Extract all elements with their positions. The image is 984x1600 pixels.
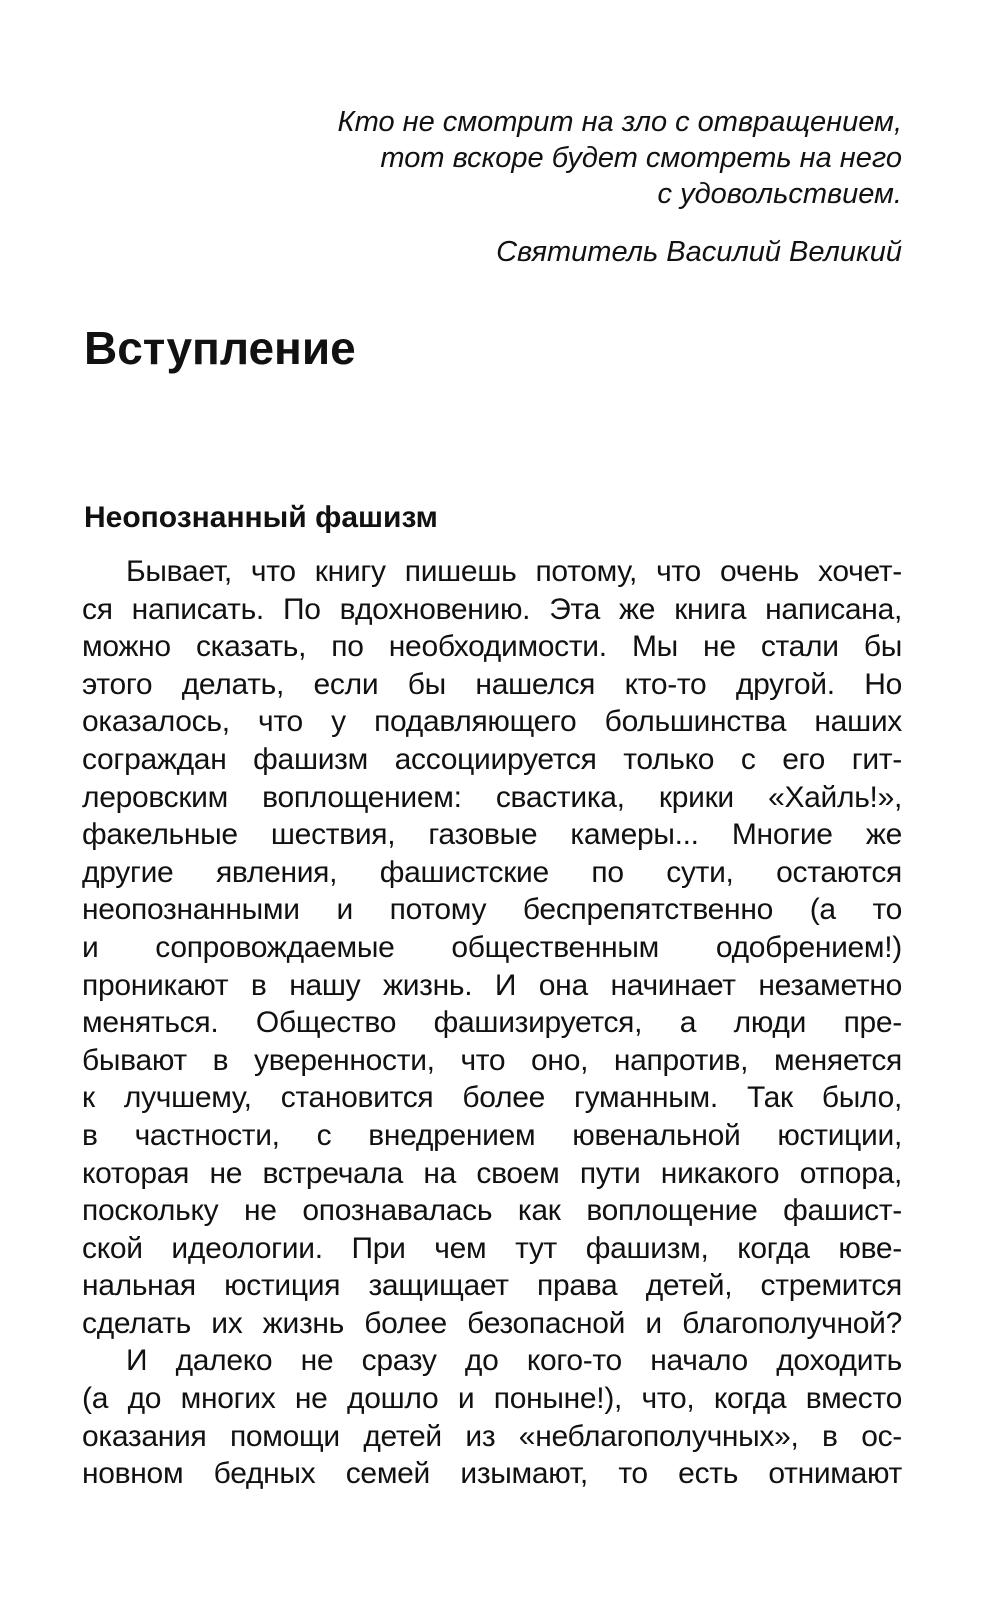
text-line: и сопровождаемые общественным одобрением!): [82, 930, 902, 964]
paragraph: [82, 553, 902, 1342]
epigraph: [262, 104, 902, 270]
epigraph-author: Святитель Василий Великий: [496, 236, 902, 268]
text-line: проникают в нашу жизнь. И она начинает незаметно: [82, 968, 902, 1002]
epigraph-line: тот вскоре будет смотреть на него: [380, 142, 902, 174]
text-line: нальная юстиция защищает права детей, стремится: [82, 1269, 902, 1303]
paragraph: [82, 1342, 902, 1492]
text-line: И далеко не сразу до кого-то начало доходить: [126, 1344, 902, 1378]
text-line: ской идеологии. При чем тут фашизм, когда юве-: [82, 1231, 902, 1265]
text-line: новном бедных семей изымают, то есть отнимают: [82, 1457, 902, 1491]
body-text: [82, 553, 902, 1493]
text-line: другие явления, фашистские по сути, остаются: [82, 855, 902, 889]
text-line: Бывает, что книгу пишешь потому, что очень хочет-: [126, 555, 902, 588]
text-line: (а до многих не дошло и поныне!), что, когда вместо: [82, 1382, 902, 1416]
text-line: оказания помощи детей из «неблагополучных», в ос-: [82, 1419, 902, 1453]
text-line: бывают в уверенности, что оно, напротив, меняется: [82, 1043, 902, 1077]
epigraph-line: с удовольствием.: [657, 178, 902, 210]
text-line: факельные шествия, газовые камеры... Многие же: [82, 818, 902, 852]
chapter-title: Вступление: [84, 322, 356, 374]
text-line: к лучшему, становится более гуманным. Так было,: [82, 1081, 902, 1115]
text-line: можно сказать, по необходимости. Мы не стали бы: [82, 630, 902, 664]
text-line: этого делать, если бы нашелся кто-то другой. Но: [82, 667, 902, 701]
epigraph-line: Кто не смотрит на зло с отвращением,: [337, 106, 902, 138]
text-line: меняться. Общество фашизируется, а люди пре-: [82, 1006, 902, 1040]
text-line: леровским воплощением: свастика, крики «Хайль!»,: [82, 780, 902, 814]
text-line: оказалось, что у подавляющего большинства наших: [82, 705, 902, 739]
section-title: Неопознанный фашизм: [84, 501, 438, 534]
text-line: ся написать. По вдохновению. Эта же книга написана,: [82, 592, 902, 626]
text-line: поскольку не опознавалась как воплощение фашист-: [82, 1194, 902, 1228]
text-line: сделать их жизнь более безопасной и благополучной?: [82, 1306, 902, 1340]
text-line: сограждан фашизм ассоциируется только с его гит-: [82, 742, 902, 776]
text-line: в частности, с внедрением ювенальной юстиции,: [82, 1118, 902, 1152]
text-line: которая не встречала на своем пути никакого отпора,: [82, 1156, 902, 1190]
text-line: неопознанными и потому беспрепятственно (а то: [82, 893, 902, 927]
